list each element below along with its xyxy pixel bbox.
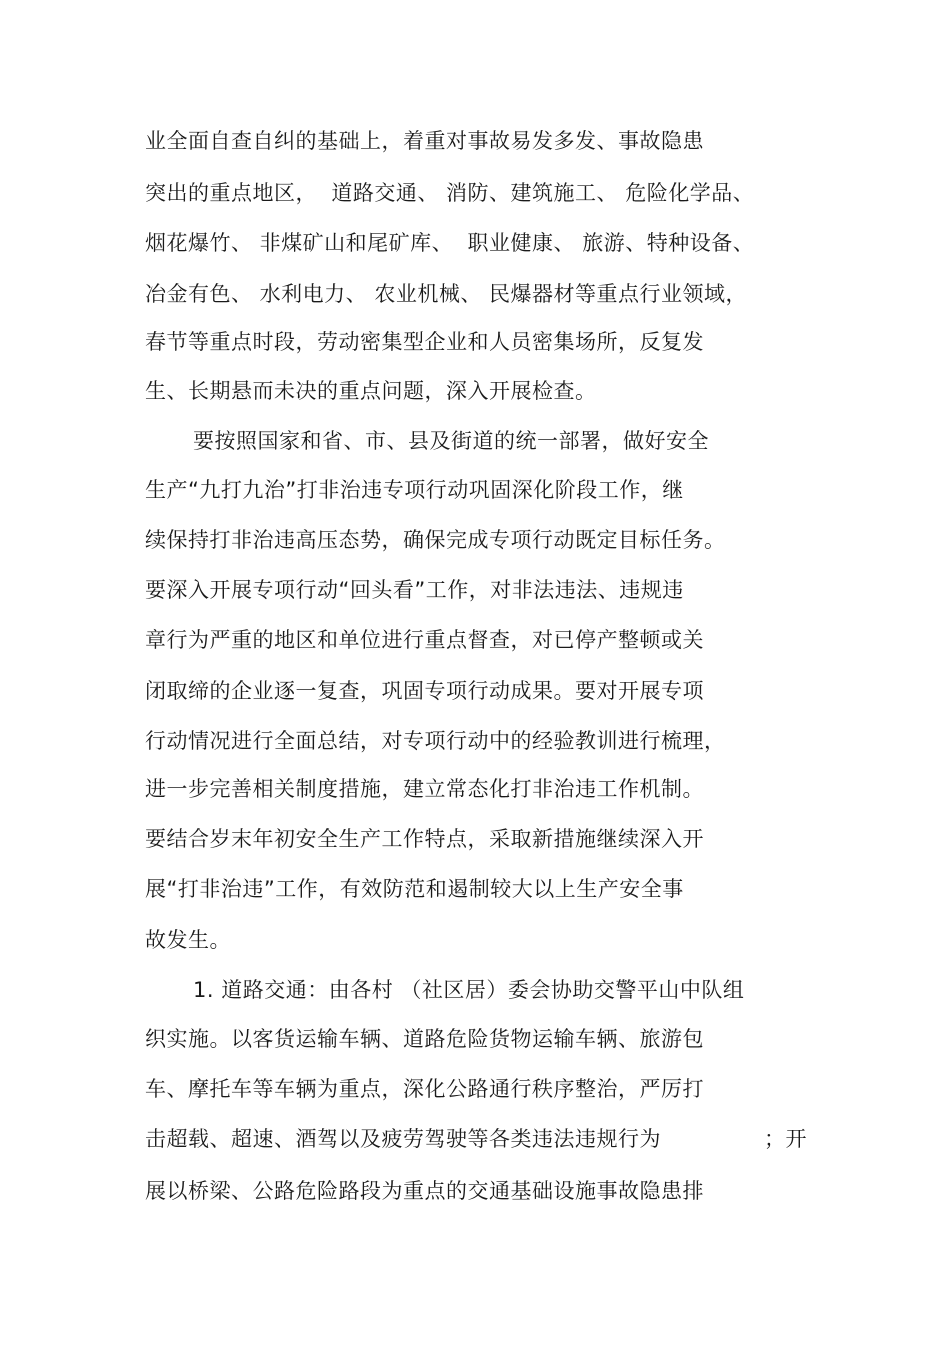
text-line: 章行为严重的地区和单位进行重点督查，对已停产整顿或关 (145, 628, 704, 652)
text-line: ；开 (764, 1127, 807, 1151)
text-line: 续保持打非治违高压态势，确保完成专项行动既定目标任务。 (145, 528, 726, 552)
text-line: 春节等重点时段，劳动密集型企业和人员密集场所，反复发 (145, 330, 704, 354)
text-line: 冶金有色、 水利电力、 农业机械、 民爆器材等重点行业领域， (145, 282, 748, 306)
text-line: 击超载、超速、酒驾以及疲劳驾驶等各类违法违规行为 (145, 1127, 661, 1151)
text-line: 行动情况进行全面总结，对专项行动中的经验教训进行梳理， (145, 729, 726, 753)
text-line: 要结合岁末年初安全生产工作特点，采取新措施继续深入开 (145, 827, 704, 851)
text-line: 突出的重点地区， 道路交通、 消防、建筑施工、 危险化学品、 (145, 181, 755, 205)
text-line: 1. 道路交通：由各村 （社区居）委会协助交警平山中队组 (193, 978, 745, 1002)
text-line: 业全面自查自纠的基础上，着重对事故易发多发、事故隐患 (145, 129, 704, 153)
text-line: 闭取缔的企业逐一复查，巩固专项行动成果。要对开展专项 (145, 679, 704, 703)
text-line: 要按照国家和省、市、县及街道的统一部署，做好安全 (193, 429, 709, 453)
text-line: 故发生。 (145, 928, 231, 952)
text-line: 展“打非治违”工作，有效防范和遏制较大以上生产安全事 (145, 877, 684, 901)
text-line: 烟花爆竹、 非煤矿山和尾矿库、 职业健康、 旅游、特种设备、 (145, 231, 755, 255)
text-line: 展以桥梁、公路危险路段为重点的交通基础设施事故隐患排 (145, 1179, 704, 1203)
text-line: 进一步完善相关制度措施，建立常态化打非治违工作机制。 (145, 777, 704, 801)
text-line: 生产“九打九治”打非治违专项行动巩固深化阶段工作，继 (145, 478, 684, 502)
text-line: 要深入开展专项行动“回头看”工作，对非法违法、违规违 (145, 578, 684, 602)
text-line: 车、摩托车等车辆为重点，深化公路通行秩序整治，严厉打 (145, 1077, 704, 1101)
text-line: 织实施。以客货运输车辆、道路危险货物运输车辆、旅游包 (145, 1027, 704, 1051)
text-line: 生、长期悬而未决的重点问题，深入开展检查。 (145, 379, 597, 403)
